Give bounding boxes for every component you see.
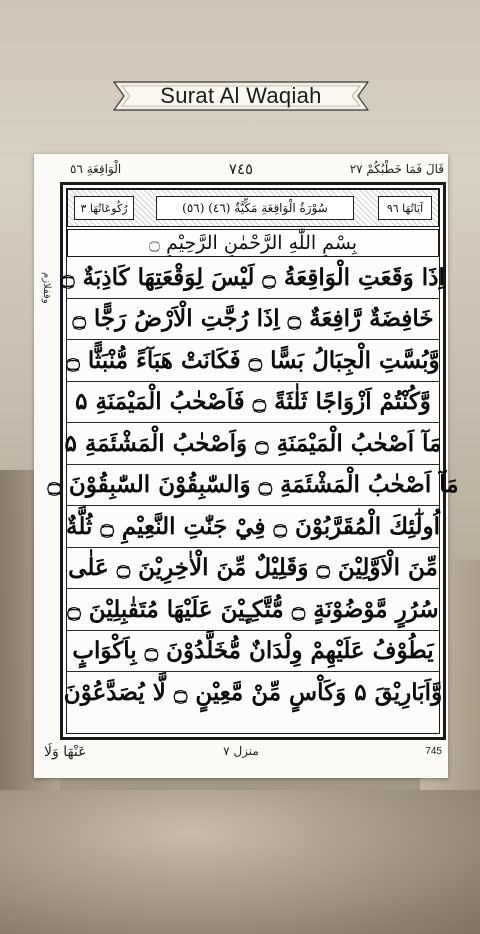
surah-ayah-count: آيَاتُهَا ٩٦ xyxy=(378,196,432,220)
surah-ruku-count: رُكُوعَاتُهَا ٣ xyxy=(74,196,134,220)
footer-manzil: منزل ٧ xyxy=(223,744,259,758)
mushaf-page xyxy=(34,154,459,778)
header-left: الْوَاقِعَةِ ٥٦ xyxy=(70,162,122,176)
verse-line: مِّنَ الْاَوَّلِيْنَ ۝ وَقَلِيْلٌ مِّنَ الْاٰخِرِيْنَ ۝ عَلٰى xyxy=(67,548,439,590)
bismillah: بِسْمِ اللّٰهِ الرَّحْمٰنِ الرَّحِيْمِ ۝ xyxy=(67,229,439,257)
page-header xyxy=(34,160,448,180)
verse-line: وَّبُسَّتِ الْجِبَالُ بَسًّا ۝ فَكَانَتْ هَبَآءً مُّنْبَثًّا ۝ xyxy=(67,340,439,382)
surah-name: (٥٦) سُوْرَةُ الْوَاقِعَةِ مَكِّيَّةٌ (٤٦) xyxy=(156,196,354,220)
verse-line: مَآ اَصْحٰبُ الْمَيْمَنَةِ ۝ وَاَصْحٰبُ الْمَشْئَمَةِ ۵ xyxy=(67,423,439,465)
verse-lines xyxy=(47,257,459,713)
verse-line: يَطُوْفُ عَلَيْهِمْ وِلْدَانٌ مُّخَلَّدُوْنَ ۝ بِاَكْوَابٍ xyxy=(67,631,439,673)
header-right: قَالَ فَمَا خَطْبُكُمْ ٢٧ xyxy=(349,162,444,176)
verse-line: اِذَا وَقَعَتِ الْوَاقِعَةُ ۝ لَيْسَ لِوَقْعَتِهَا كَاذِبَةٌ ۝ xyxy=(67,257,439,299)
verse-line: مَآ اَصْحٰبُ الْمَشْئَمَةِ ۝ وَالسّٰبِقُوْنَ السّٰبِقُوْنَ ۝ xyxy=(67,465,439,507)
verse-line: سُرُرٍ مَّوْضُوْنَةٍ ۝ مُّتَّكِـِٕيْنَ عَلَيْهَا مُتَقٰبِلِيْنَ ۝ xyxy=(67,589,439,631)
surah-header xyxy=(67,189,439,227)
title-banner xyxy=(110,76,372,116)
verse-line: وَّاَبَارِيْقَ ۵ وَكَاْسٍ مِّنْ مَّعِيْنٍ ۝ لَّا يُصَدَّعُوْنَ xyxy=(63,678,443,706)
verse-line: اُولٰٓئِكَ الْمُقَرَّبُوْنَ ۝ فِيْ جَنّٰتِ النَّعِيْمِ ۝ ثُلَّةٌ xyxy=(67,506,439,548)
verse-line: خَافِضَةٌ رَّافِعَةٌ ۝ اِذَا رُجَّتِ الْاَرْضُ رَجًّا ۝ xyxy=(67,299,439,341)
text-frame xyxy=(47,182,459,740)
footer-catchword: عَنْهَا وَلَا xyxy=(44,744,87,760)
page-footer xyxy=(34,742,448,772)
margin-note: وقفلازم xyxy=(41,272,52,304)
banner-title: Surat Al Waqiah xyxy=(160,83,322,108)
page-number: 745 xyxy=(425,746,442,757)
verse-line: وَّكُنْتُمْ اَزْوَاجًا ثَلٰثَةً ۝ فَاَصْحٰبُ الْمَيْمَنَةِ ۵ xyxy=(67,382,439,424)
background-table xyxy=(0,790,480,934)
page-number-arabic: ٧٤٥ xyxy=(228,160,254,178)
